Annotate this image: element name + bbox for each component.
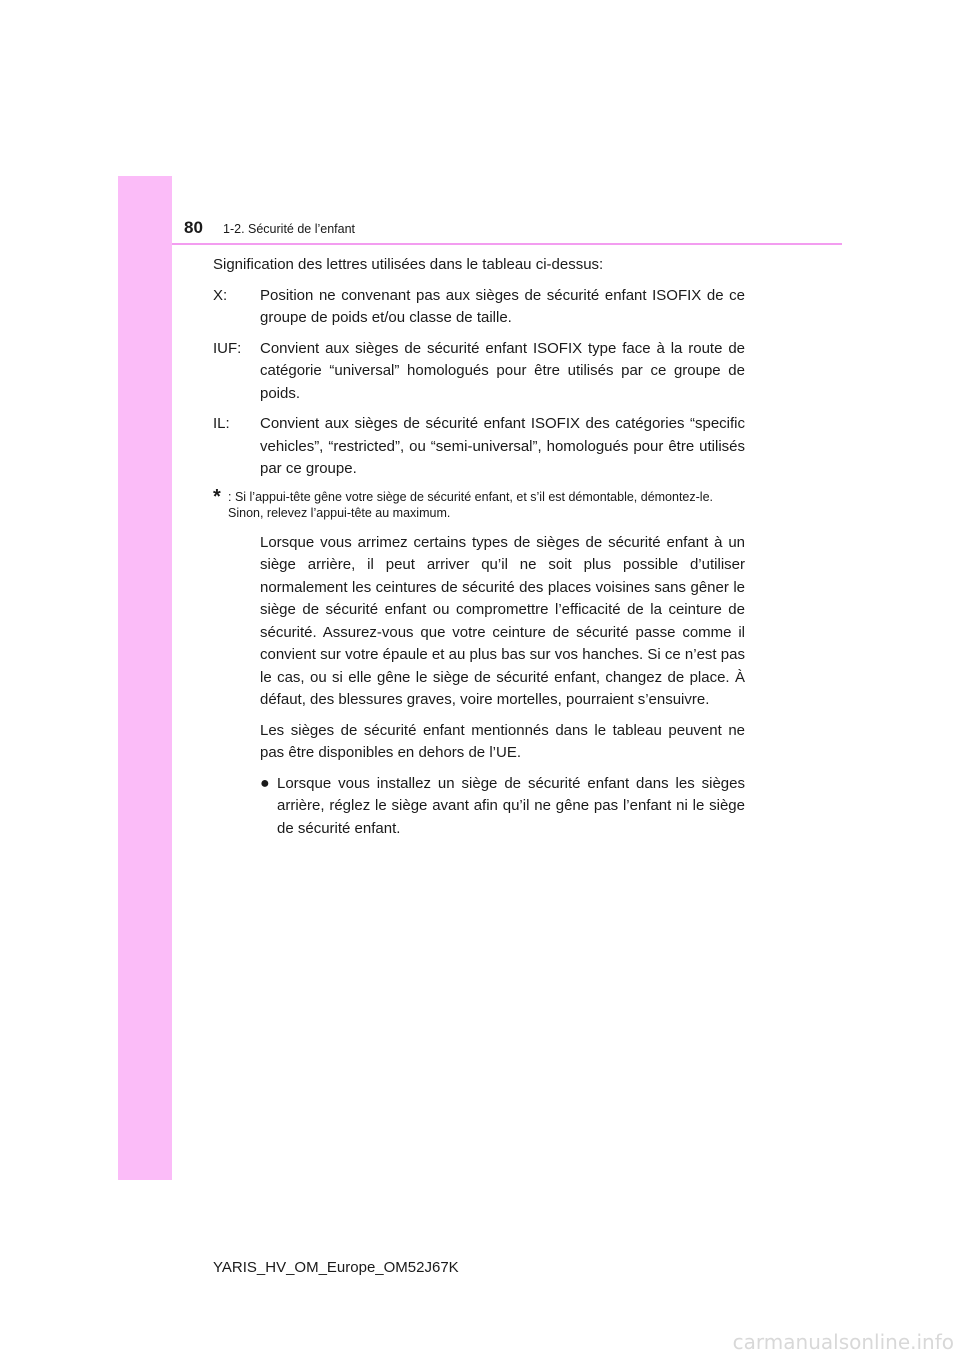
section-title: 1-2. Sécurité de l’enfant [223, 222, 356, 236]
intro-text: Signification des lettres utilisées dans le tableau ci-dessus: [213, 256, 604, 273]
footnote-line-2: Sinon, relevez l’appui-tête au maximum. [228, 506, 451, 520]
bullet-icon: ● [260, 774, 270, 792]
watermark: carmanualsonline.info [732, 1330, 954, 1354]
bullet-item [260, 773, 745, 841]
definition-text: Convient aux sièges de sécurité enfant ISOFIX des catégories “specific vehicles”, “restricted”, ou “semi-universal”, homologués pour être utilisés par ce groupe. [260, 415, 745, 477]
paragraph-seatbelt-warning: Lorsque vous arrimez certains types de sièges de sécurité enfant à un siège arrière, il peut arriver qu’il ne soit plus possible d’utiliser normalement les ceintures de sécurité des places voisines sans gêner le siège de sécurité enfant ou compromettre l’efficacité de la ceinture de sécurité. Assurez-vous que votre ceinture de sécurité passe comme il convient sur votre épaule et au plus bas sur vos hanches. Si ce n’est pas le cas, ou si elle gêne le siège de sécurité enfant, changez de place. À défaut, des blessures graves, voire mortelles, pourraient s’ensuivre. [260, 533, 745, 708]
page-number: 80 [184, 218, 203, 237]
footnote [213, 485, 745, 522]
definition-term: IL: [213, 415, 230, 432]
definition-iuf [213, 338, 745, 406]
bullet-text: Lorsque vous installez un siège de sécurité enfant dans les sièges arrière, réglez le siège avant afin qu’il ne gêne pas l’enfant ni le siège de sécurité enfant. [277, 774, 745, 837]
definition-term: X: [213, 286, 228, 304]
paragraph-availability: Les sièges de sécurité enfant mentionnés dans le tableau peuvent ne pas être disponibles en dehors de l’UE. [260, 721, 745, 761]
definition-x [213, 285, 745, 330]
footnote-text [228, 489, 745, 522]
page-content [213, 254, 745, 840]
definition-il [213, 413, 745, 481]
footnote-line-1: : Si l’appui-tête gêne votre siège de sécurité enfant, et s’il est démontable, démontez-le. [228, 489, 714, 504]
definition-term: IUF: [213, 339, 242, 357]
header-rule [172, 243, 842, 245]
footer-doc-id: YARIS_HV_OM_Europe_OM52J67K [213, 1259, 459, 1276]
side-color-band [118, 176, 172, 1180]
definition-text: Convient aux sièges de sécurité enfant ISOFIX type face à la route de catégorie “universal” homologués pour être utilisés par ce groupe de poids. [260, 339, 745, 402]
definition-text: Position ne convenant pas aux sièges de sécurité enfant ISOFIX de ce groupe de poids et/ou classe de taille. [260, 286, 745, 326]
footnote-asterisk: * [213, 485, 221, 508]
